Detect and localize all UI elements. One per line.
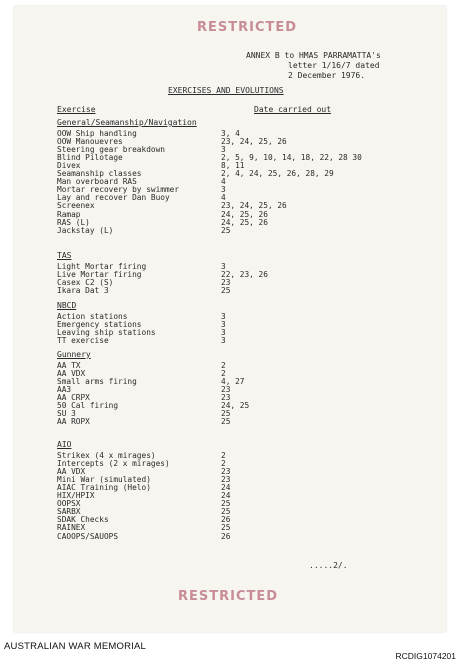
section-title: NBCD [57,301,77,310]
exercise-name: AA CRPX [57,393,90,403]
reference-line: letter 1/16/7 dated [288,61,380,70]
record-code: RCDIG1074201 [395,651,456,661]
exercise-name: Strikex (4 x mirages) [57,451,156,460]
exercise-name: OOPSX [57,499,81,509]
exercise-name: Live Mortar firing [57,270,142,280]
exercise-name: AA VDX [57,369,86,379]
exercise-name: SARBX [57,507,81,517]
exercise-name: Action stations [57,312,128,321]
exercise-dates: 2 [221,361,226,370]
exercise-dates: 23 [221,467,231,477]
exercise-name: Steering gear breakdown [57,145,165,155]
exercise-dates: 23 [221,393,231,403]
exercise-dates: 25 [221,409,231,419]
exercise-name: Intercepts (2 x mirages) [57,459,170,469]
document-title: EXERCISES AND EVOLUTIONS [168,86,284,95]
exercise-dates: 22, 23, 26 [221,270,268,280]
exercise-dates: 23 [221,278,231,288]
exercise-name: AIAC Training (Helo) [57,483,151,493]
section-title: TAS [57,251,72,260]
exercise-dates: 3 [221,312,226,321]
exercise-name: TT exercise [57,336,109,346]
exercise-dates: 25 [221,499,231,509]
restricted-stamp-bottom: RESTRICTED [178,589,279,604]
exercise-name: Emergency stations [57,320,142,330]
exercise-name: Seamanship classes [57,169,142,179]
exercise-dates: 24 [221,483,231,493]
exercise-dates: 3 [221,185,226,195]
section-title: Gunnery [57,350,91,359]
reference-line: ANNEX B to HMAS PARRAMATTA's [246,51,381,60]
exercise-dates: 25 [221,286,231,296]
exercise-row [57,532,437,541]
exercise-dates: 3 [221,145,226,155]
exercise-name: Mortar recovery by swimmer [57,185,180,195]
reference-line: 2 December 1976. [288,71,366,80]
exercise-name: RAS (L) [57,217,90,227]
exercise-dates: 23 [221,475,231,485]
section-title: AIO [57,440,72,449]
exercise-name: Light Mortar firing [57,262,147,271]
exercise-dates: 3 [221,320,226,330]
exercise-row [57,226,437,235]
exercise-name: Mini War (simulated) [57,475,151,485]
exercise-dates: 25 [221,225,231,235]
page-continuation: .....2/. [309,561,348,570]
exercise-dates: 4 [221,193,226,203]
exercise-name: AA VDX [57,467,86,477]
section-title: General/Seamanship/Navigation [57,118,197,127]
exercise-dates: 23 [221,385,231,395]
archive-footer [0,636,462,666]
exercise-name: OOW Manouevres [57,137,123,147]
exercise-dates: 23, 24, 25, 26 [221,201,287,211]
exercise-column-header: Exercise [57,105,96,114]
exercise-dates: 8, 11 [221,161,245,171]
exercise-name: CAOOPS/SAUOPS [57,531,119,541]
exercise-name: SDAK Checks [57,515,109,525]
exercise-name: 50 Cal firing [57,401,119,411]
exercise-dates: 23, 24, 25, 26 [221,137,287,147]
exercise-row [57,417,437,426]
exercise-name: Divex [57,161,81,171]
restricted-stamp-top: RESTRICTED [197,20,298,35]
exercise-dates: 24, 25 [221,401,250,411]
exercise-dates: 3, 4 [221,129,240,138]
exercise-dates: 3 [221,262,226,271]
exercise-dates: 26 [221,531,231,541]
exercise-dates: 24, 25, 26 [221,217,268,227]
exercise-dates: 4, 27 [221,377,245,387]
annex-reference [246,51,381,81]
exercise-dates: 24 [221,491,231,501]
exercise-name: Jackstay (L) [57,225,114,235]
exercise-dates: 24, 25, 26 [221,209,268,219]
exercise-name: OOW Ship handling [57,129,137,138]
organisation-label: AUSTRALIAN WAR MEMORIAL [4,641,147,652]
exercise-name: AA3 [57,385,72,395]
exercise-dates: 26 [221,515,231,525]
exercise-name: RAINEX [57,523,86,533]
exercise-name: Lay and recover Dan Buoy [57,193,170,203]
exercise-row [57,286,437,295]
exercise-name: AA TX [57,361,81,370]
exercise-dates: 2, 5, 9, 10, 14, 18, 22, 28 30 [221,153,362,163]
exercise-name: Ramap [57,209,81,219]
exercise-name: Blind Pilotage [57,153,123,163]
exercise-name: HIX/HPIX [57,491,95,501]
exercise-name: Casex C2 (S) [57,278,114,288]
exercise-dates: 25 [221,417,231,427]
exercise-dates: 4 [221,177,226,187]
exercise-dates: 25 [221,523,231,533]
exercise-dates: 2 [221,369,226,379]
exercise-dates: 2 [221,451,226,460]
exercise-dates: 3 [221,336,226,346]
exercise-dates: 3 [221,328,226,338]
exercise-row [57,336,437,345]
exercise-name: Man overboard RAS [57,177,137,187]
exercise-name: SU 3 [57,409,76,419]
exercise-dates: 2, 4, 24, 25, 26, 28, 29 [221,169,334,179]
exercise-dates: 25 [221,507,231,517]
exercise-dates: 2 [221,459,226,469]
exercise-name: Screenex [57,201,95,211]
date-column-header: Date carried out [254,105,332,114]
exercise-name: Ikara Dat 3 [57,286,109,296]
exercise-name: Leaving ship stations [57,328,156,338]
exercise-name: AA ROPX [57,417,90,427]
exercise-name: Small arms firing [57,377,137,387]
